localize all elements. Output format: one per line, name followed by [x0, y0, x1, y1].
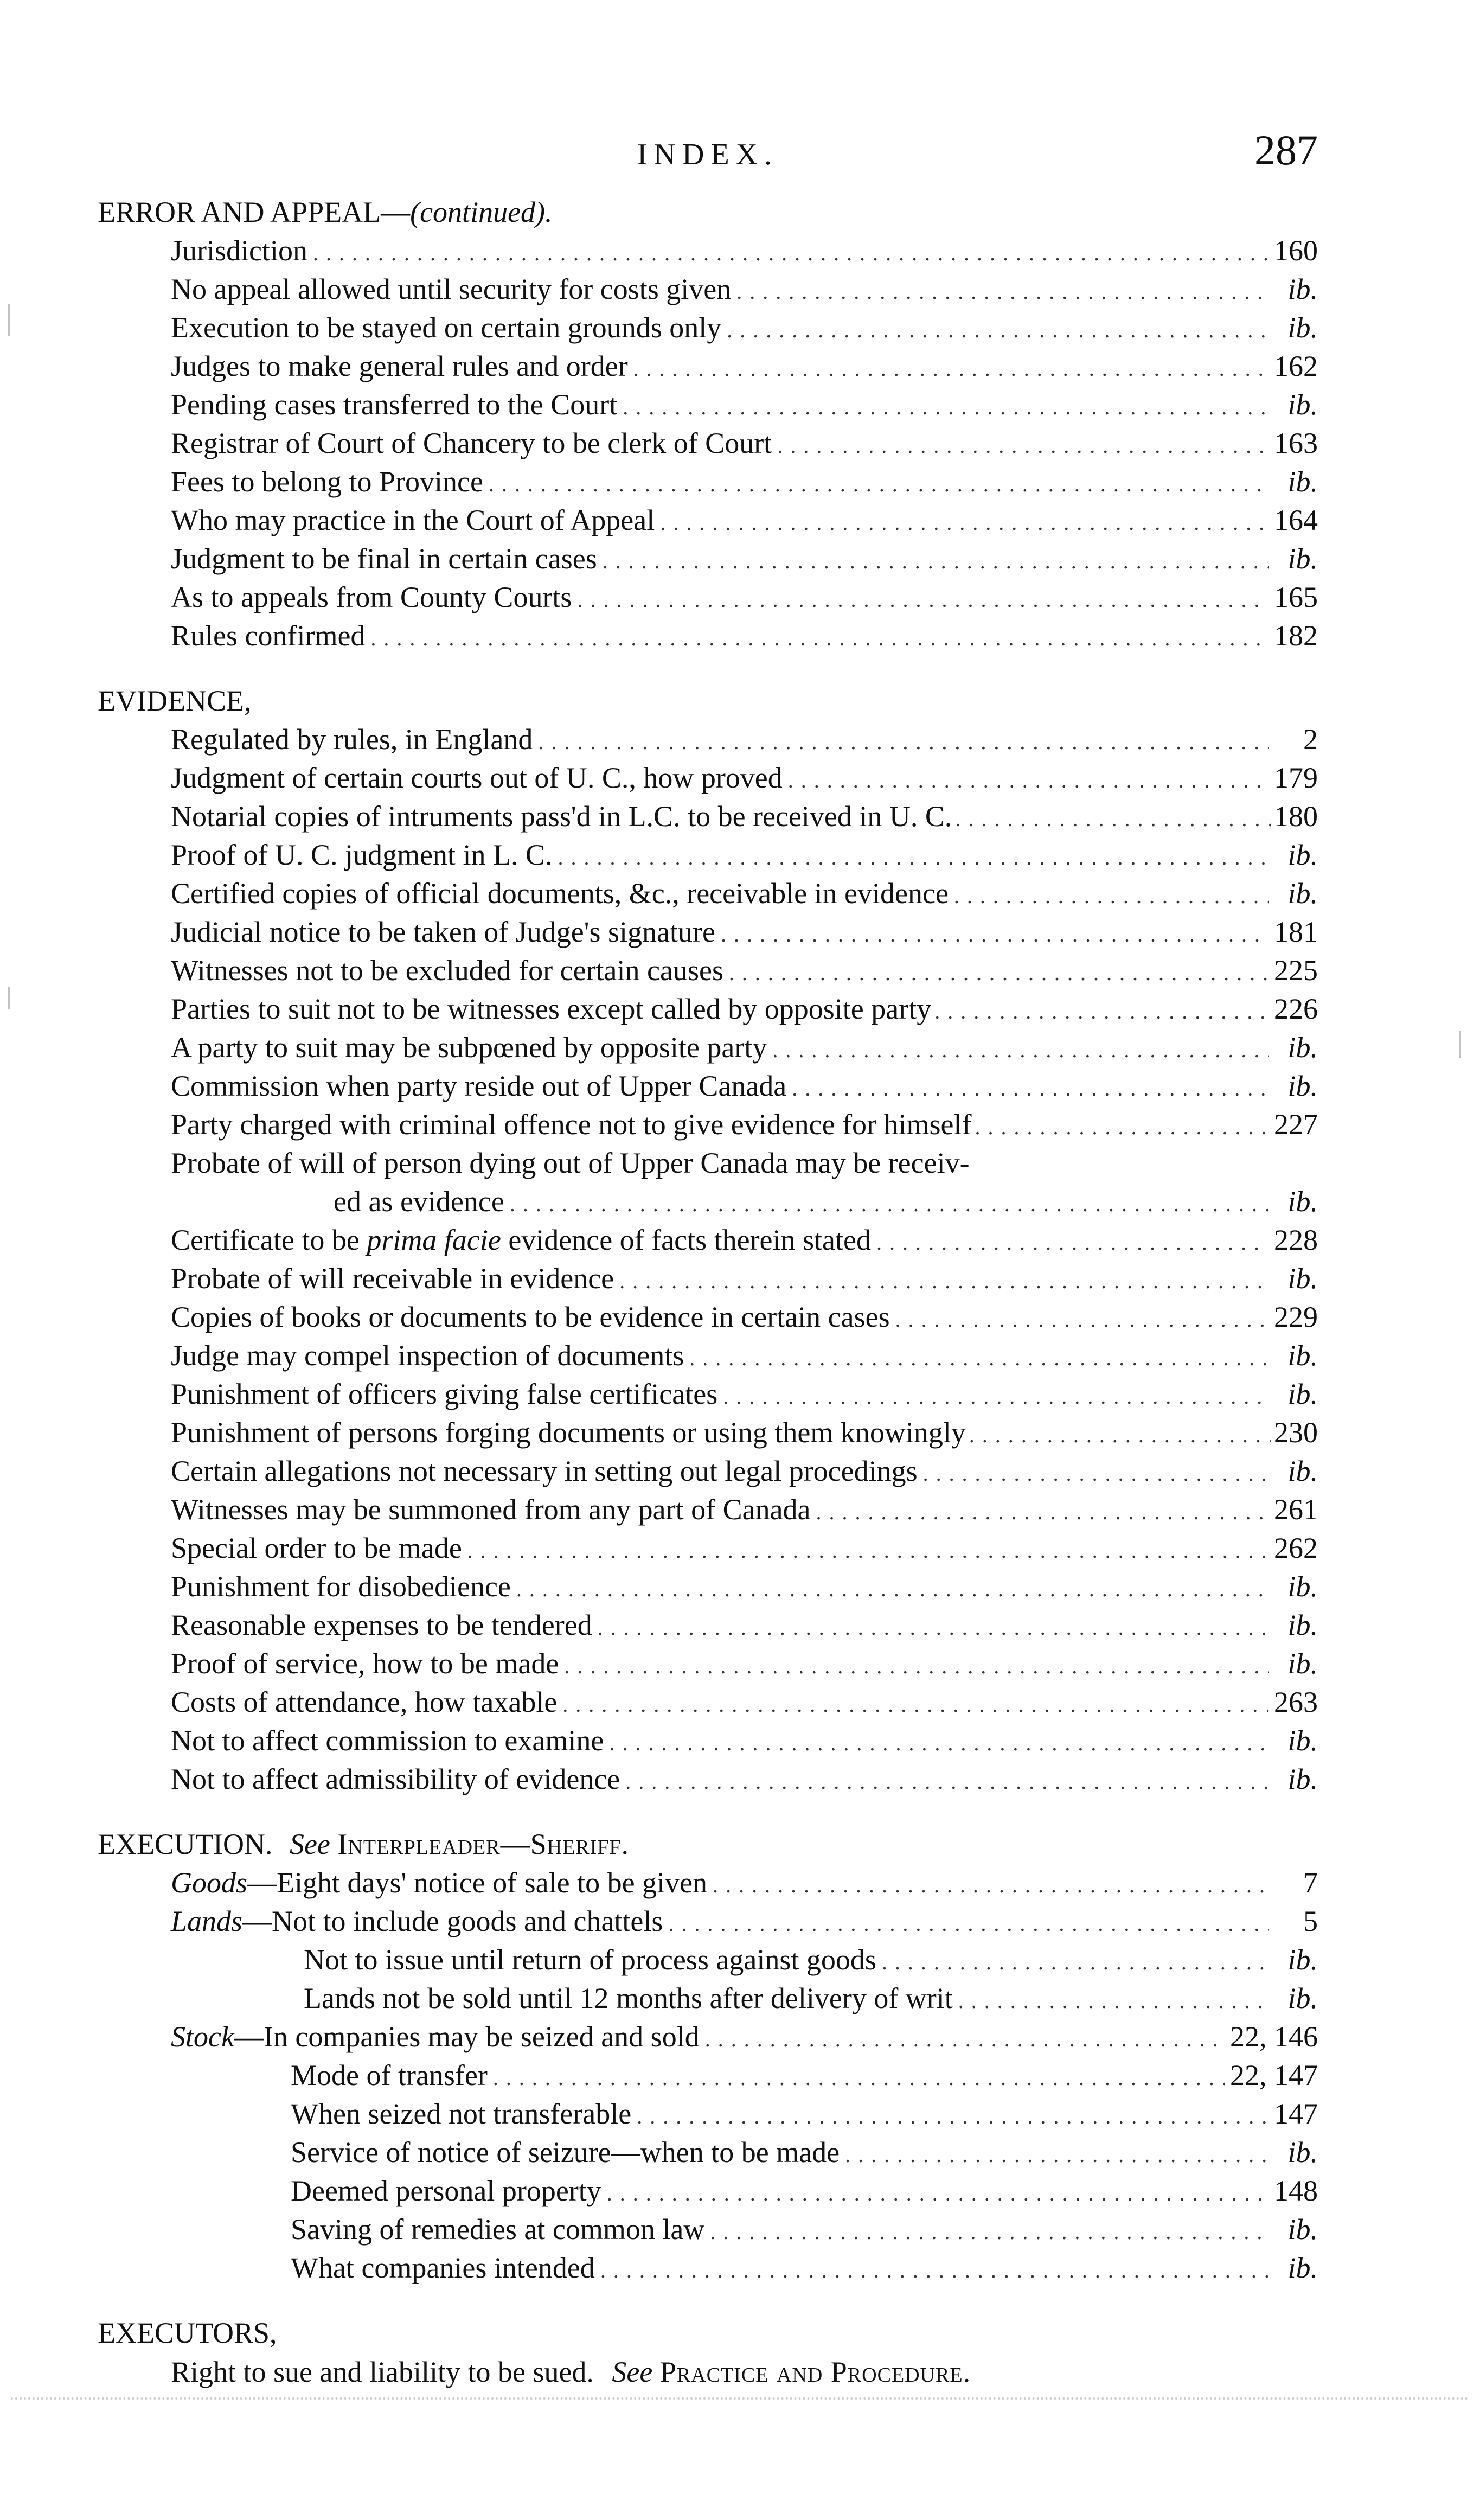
dot-leader: [633, 347, 1268, 386]
index-entry: [98, 1941, 1318, 1979]
entry-text: A party to suit may be subpœned by opposite party: [171, 1031, 767, 1064]
dot-leader: [668, 1902, 1269, 1941]
entry-text: Regulated by rules, in England: [171, 723, 533, 756]
entry-text: Judgment of certain courts out of U. C., how proved: [171, 762, 783, 794]
entry-text: Punishment of persons forging documents or using them knowingly: [171, 1416, 966, 1449]
entry-text: Fees to belong to Province: [171, 465, 483, 498]
entry-page-ref: 230: [1274, 1416, 1318, 1449]
index-entry: [98, 1067, 1318, 1105]
index-entry: [98, 540, 1318, 578]
dot-leader: [727, 309, 1269, 347]
index-entry: [98, 990, 1318, 1028]
index-entry: [98, 463, 1318, 501]
entry-page-ref: 164: [1274, 504, 1318, 536]
dot-leader: [313, 232, 1268, 270]
dot-leader: [721, 913, 1268, 951]
dot-leader: [607, 2172, 1268, 2210]
entry-text: Parties to suit not to be witnesses except called by opposite party: [171, 993, 932, 1025]
dot-leader: [564, 1645, 1269, 1683]
entry-page-ref: ib.: [1287, 2252, 1318, 2284]
entry-page-ref: ib.: [1287, 2213, 1318, 2246]
section-heading-executors: EXECUTORS,: [98, 2317, 277, 2349]
dot-leader: [876, 1221, 1268, 1259]
entry-page-ref: ib.: [1287, 2136, 1318, 2169]
entry-text: Mode of transfer: [291, 2059, 488, 2092]
dot-leader: [637, 2095, 1268, 2133]
entry-text: Execution to be stayed on certain grounds only: [171, 311, 722, 344]
dot-leader: [958, 1979, 1269, 2018]
index-entry: [98, 1259, 1318, 1298]
entry-text: Copies of books or documents to be evidence in certain cases: [171, 1301, 890, 1333]
index-entry: [98, 1645, 1318, 1683]
dot-leader: [558, 836, 1269, 874]
entry-page-ref: 228: [1274, 1224, 1318, 1256]
index-entry: [98, 1221, 1318, 1259]
entry-page-ref: ib.: [1287, 1570, 1318, 1603]
entry-page-ref: 227: [1274, 1108, 1318, 1141]
entry-page-ref: ib.: [1287, 1763, 1318, 1795]
entry-text: Judge may compel inspection of documents: [171, 1339, 684, 1372]
entry-text: Probate of will of person dying out of Upper Canada may be receiv-: [171, 1147, 970, 1179]
entry-page-ref: 163: [1274, 427, 1318, 459]
index-entry: [98, 759, 1318, 797]
entry-text: Pending cases transferred to the Court: [171, 388, 618, 421]
index-entry: [98, 1722, 1318, 1760]
entry-text: Reasonable expenses to be tendered: [171, 1609, 592, 1641]
entry-text: Proof of U. C. judgment in L. C.: [171, 839, 553, 871]
dot-leader: [600, 2249, 1269, 2287]
right-edge-mark: [1459, 1031, 1461, 1058]
entry-page-ref: ib.: [1287, 311, 1318, 344]
index-entry: [98, 2172, 1318, 2210]
entry-page-ref: 225: [1274, 954, 1318, 987]
entry-page-ref: 22, 146: [1230, 2020, 1318, 2053]
dot-leader: [816, 1491, 1268, 1529]
entry-text: Probate of will receivable in evidence: [171, 1262, 614, 1295]
dot-leader: [882, 1941, 1269, 1979]
dot-leader: [562, 1683, 1268, 1722]
entry-text: [171, 1221, 871, 1259]
dot-leader: [619, 1259, 1269, 1298]
dot-leader: [713, 1864, 1269, 1902]
entry-text: Judgment to be final in certain cases: [171, 542, 597, 575]
entry-page-ref: 162: [1274, 350, 1318, 382]
entry-text-rest: —Not to include goods and chattels: [242, 1905, 663, 1937]
index-entry: [98, 1606, 1318, 1645]
dot-leader: [538, 720, 1269, 759]
entry-page-ref: 148: [1274, 2174, 1318, 2207]
dot-leader: [510, 1182, 1269, 1221]
entry-text: Service of notice of seizure—when to be made: [291, 2136, 840, 2169]
entry-text: Not to affect commission to examine: [171, 1724, 604, 1757]
index-entry: [98, 913, 1318, 951]
entry-text: Certified copies of official documents, &c., receivable in evidence: [171, 877, 949, 910]
subheading-lands: Lands: [171, 1905, 243, 1937]
dot-leader: [792, 1067, 1269, 1105]
index-entry: [98, 874, 1318, 913]
dot-leader: [934, 990, 1271, 1028]
entry-page-ref: 160: [1274, 234, 1318, 267]
dot-leader: [845, 2133, 1269, 2172]
left-edge-mark: [8, 987, 10, 1009]
left-edge-mark: [8, 304, 10, 336]
entry-text: Witnesses may be summoned from any part of Canada: [171, 1493, 811, 1526]
index-entry: [98, 1336, 1318, 1375]
index-entry: [98, 1028, 1318, 1067]
subheading-stock: Stock: [171, 2020, 234, 2053]
index-entry: [98, 501, 1318, 540]
index-entry: [98, 386, 1318, 424]
dot-leader: [598, 1606, 1269, 1645]
index-entry-continuation: [98, 1182, 1318, 1221]
dot-leader: [736, 270, 1269, 309]
heading-text: ERROR AND APPEAL—: [98, 196, 411, 228]
subheading-goods: Goods: [171, 1866, 248, 1899]
entry-page-ref: 179: [1274, 762, 1318, 794]
entry-page-ref: 226: [1274, 993, 1318, 1025]
entry-page-ref: ib.: [1287, 1724, 1318, 1757]
dot-leader: [705, 2018, 1225, 2056]
entry-page-ref: 229: [1274, 1301, 1318, 1333]
entry-page-ref: 22, 147: [1230, 2059, 1318, 2092]
entry-text: Rules confirmed: [171, 619, 366, 652]
index-entry: [98, 270, 1318, 309]
index-entry: [98, 617, 1318, 655]
index-entry: [98, 2018, 1318, 2056]
section-heading-execution: [98, 1825, 1318, 1864]
entry-text: Not to issue until return of process against goods: [304, 1943, 876, 1976]
index-entry: [98, 1568, 1318, 1606]
entry-page-ref: ib.: [1287, 1455, 1318, 1487]
index-entry: [98, 1413, 1318, 1452]
entry-page-ref: 165: [1274, 581, 1318, 613]
index-entry: [98, 1105, 1318, 1144]
dot-leader: [710, 2210, 1269, 2249]
entry-text: Certain allegations not necessary in setting out legal procedings: [171, 1455, 918, 1487]
entry-page-ref: ib.: [1287, 1185, 1318, 1218]
index-entry: [98, 2210, 1318, 2249]
dot-leader: [975, 1105, 1271, 1144]
entry-text-rest: —Eight days' notice of sale to be given: [247, 1866, 708, 1899]
entry-page-ref: ib.: [1287, 1031, 1318, 1064]
dot-leader: [467, 1529, 1268, 1568]
dot-leader: [689, 1336, 1269, 1375]
entry-page-ref: 5: [1303, 1905, 1318, 1937]
entry-text-pre: Certificate to be: [171, 1224, 367, 1256]
index-entry: [98, 1979, 1318, 2018]
entry-text: ed as evidence: [334, 1185, 504, 1218]
see-word: See: [289, 1828, 330, 1860]
entry-text: Punishment for disobedience: [171, 1570, 511, 1603]
dot-leader: [955, 797, 1271, 836]
entry-page-ref: ib.: [1287, 542, 1318, 575]
entry-page-ref: 261: [1274, 1493, 1318, 1526]
entry-text: Lands not be sold until 12 months after delivery of writ: [304, 1982, 953, 2014]
see-word: See: [612, 2356, 653, 2388]
dot-leader: [954, 874, 1269, 913]
entry-text: Special order to be made: [171, 1532, 462, 1564]
dot-leader: [623, 386, 1269, 424]
entry-text: Judicial notice to be taken of Judge's signature: [171, 916, 715, 948]
running-title: INDEX.: [637, 138, 779, 171]
entry-text: Costs of attendance, how taxable: [171, 1686, 558, 1718]
entry-page-ref: ib.: [1287, 1609, 1318, 1641]
index-entry: [98, 424, 1318, 463]
bottom-edge-noise: [11, 2397, 1469, 2402]
index-entry: [98, 1760, 1318, 1799]
index-entry: [98, 951, 1318, 990]
entry-text: Right to sue and liability to be sued.: [171, 2356, 594, 2388]
entry-text: What companies intended: [291, 2252, 595, 2284]
entry-text-post: evidence of facts therein stated: [501, 1224, 871, 1256]
index-entry: [98, 1375, 1318, 1413]
entry-text: Not to affect admissibility of evidence: [171, 1763, 620, 1795]
entry-page-ref: ib.: [1287, 1943, 1318, 1976]
dot-leader: [772, 1028, 1269, 1067]
entry-text-rest: —In companies may be seized and sold: [234, 2020, 700, 2053]
index-body: [98, 193, 1318, 2391]
index-entry: [98, 2249, 1318, 2287]
index-entry: [98, 797, 1318, 836]
entry-page-ref: 147: [1274, 2097, 1318, 2130]
index-entry: [98, 232, 1318, 270]
index-entry: [98, 1683, 1318, 1722]
index-entry: [98, 2056, 1318, 2095]
index-entry: [98, 578, 1318, 617]
entry-text: [171, 1864, 707, 1902]
entry-text: Commission when party reside out of Upper Canada: [171, 1070, 787, 1102]
entry-page-ref: ib.: [1287, 273, 1318, 305]
page-number: 287: [1254, 126, 1318, 174]
heading-continued: (continued).: [410, 196, 553, 228]
entry-text: As to appeals from County Courts: [171, 581, 572, 613]
dot-leader: [969, 1413, 1271, 1452]
entry-text: Party charged with criminal offence not to give evidence for himself: [171, 1108, 972, 1141]
entry-text: Who may practice in the Court of Appeal: [171, 504, 655, 536]
index-entry: [98, 1491, 1318, 1529]
page-header: [98, 126, 1318, 179]
section-heading-error-appeal: [98, 193, 1318, 232]
entry-text: Deemed personal property: [291, 2174, 601, 2207]
entry-page-ref: ib.: [1287, 1378, 1318, 1410]
entry-page-ref: 262: [1274, 1532, 1318, 1564]
entry-text: Witnesses not to be excluded for certain causes: [171, 954, 723, 987]
entry-page-ref: ib.: [1287, 839, 1318, 871]
dot-leader: [895, 1298, 1268, 1336]
heading-text: EXECUTION.: [98, 1828, 273, 1860]
dot-leader: [625, 1760, 1269, 1799]
index-entry: [98, 836, 1318, 874]
entry-text-italic: prima facie: [367, 1224, 501, 1256]
index-entry: [98, 309, 1318, 347]
dot-leader: [370, 617, 1268, 655]
dot-leader: [493, 2056, 1225, 2095]
entry-page-ref: 7: [1303, 1866, 1318, 1899]
dot-leader: [777, 424, 1268, 463]
entry-page-ref: ib.: [1287, 1339, 1318, 1372]
entry-text: No appeal allowed until security for costs given: [171, 273, 732, 305]
entry-page-ref: ib.: [1287, 1070, 1318, 1102]
entry-page-ref: 182: [1274, 619, 1318, 652]
entry-page-ref: ib.: [1287, 465, 1318, 498]
entry-page-ref: ib.: [1287, 877, 1318, 910]
entry-page-ref: 2: [1303, 723, 1318, 756]
index-entry: [98, 1298, 1318, 1336]
executors-entry: [98, 2352, 1318, 2391]
dot-leader: [516, 1568, 1269, 1606]
dot-leader: [660, 501, 1268, 540]
index-entry: [98, 1144, 1318, 1182]
index-entry: [98, 720, 1318, 759]
entry-page-ref: ib.: [1287, 1982, 1318, 2014]
entry-text: Judges to make general rules and order: [171, 350, 628, 382]
index-entry: [98, 1902, 1318, 1941]
see-references: Practice and Procedure.: [659, 2356, 971, 2388]
entry-text: Proof of service, how to be made: [171, 1647, 559, 1680]
entry-page-ref: 263: [1274, 1686, 1318, 1718]
dot-leader: [577, 578, 1268, 617]
index-entry: [98, 347, 1318, 386]
entry-text: When seized not transferable: [291, 2097, 632, 2130]
entry-text: Punishment of officers giving false certificates: [171, 1378, 718, 1410]
entry-page-ref: 180: [1274, 800, 1318, 833]
entry-text: Saving of remedies at common law: [291, 2213, 705, 2246]
index-entry: [98, 2133, 1318, 2172]
dot-leader: [923, 1452, 1269, 1491]
index-entry: [98, 1452, 1318, 1491]
see-references: Interpleader—Sheriff.: [337, 1828, 630, 1860]
entry-page-ref: ib.: [1287, 1262, 1318, 1295]
dot-leader: [603, 540, 1269, 578]
dot-leader: [489, 463, 1269, 501]
dot-leader: [788, 759, 1268, 797]
entry-page-ref: ib.: [1287, 1647, 1318, 1680]
entry-text: [171, 2018, 700, 2056]
index-entry: [98, 2095, 1318, 2133]
entry-page-ref: 181: [1274, 916, 1318, 948]
entry-text: [171, 1902, 663, 1941]
entry-text: Notarial copies of intruments pass'd in L.C. to be received in U. C.: [171, 800, 952, 833]
dot-leader: [729, 951, 1268, 990]
entry-page-ref: ib.: [1287, 388, 1318, 421]
entry-text: Jurisdiction: [171, 234, 307, 267]
index-entry: [98, 1529, 1318, 1568]
entry-text: Registrar of Court of Chancery to be clerk of Court: [171, 427, 772, 459]
section-heading-evidence: EVIDENCE,: [98, 685, 252, 717]
dot-leader: [723, 1375, 1269, 1413]
dot-leader: [609, 1722, 1269, 1760]
index-entry: [98, 1864, 1318, 1902]
